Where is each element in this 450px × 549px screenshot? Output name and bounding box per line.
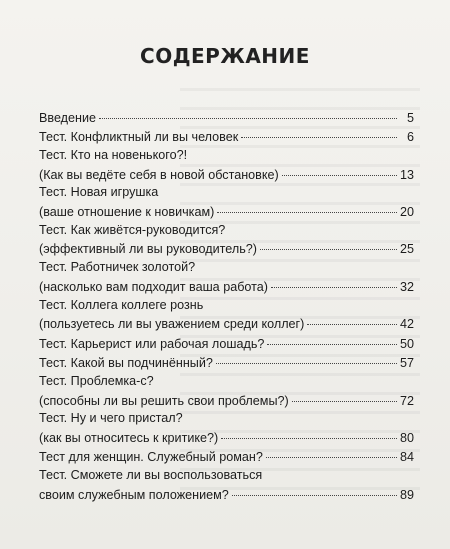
toc-entry-title: (как вы относитесь к критике?) [39,430,219,445]
toc-entry [39,373,414,410]
toc-page-number: 5 [406,110,414,125]
toc-entry-title: Тест. Ну и чего пристал? [39,411,183,426]
dot-leader [232,482,397,496]
toc-entry-last-line [39,165,414,185]
toc-entry-title: Тест. Сможете ли вы воспользоваться [39,468,263,483]
toc-entry-title: Тест. Какой вы подчинённый? [39,356,213,371]
toc-entry [39,259,414,296]
toc-page-number: 6 [406,130,414,145]
toc-entry-title: Тест. Работничек золотой? [39,260,196,275]
toc-entry-last-line [39,354,414,374]
toc-entry-title: Тест. Конфликтный ли вы человек [39,130,239,145]
toc-page-number: 20 [399,204,414,219]
toc-entry-title: Тест. Кто на новенького?! [39,148,188,162]
toc-entry [39,354,414,374]
toc-entry [39,448,414,468]
dot-leader [282,162,397,176]
toc-entry-last-line [39,391,414,411]
toc-entry-title: (ваше отношение к новичкам) [39,204,215,219]
toc-page-number: 72 [399,393,414,408]
toc-page-number: 57 [399,356,414,371]
toc-entry-title: (способны ли вы решить свои проблемы?) [39,393,289,408]
dot-leader [216,351,397,365]
page-title: СОДЕРЖАНИЕ [140,44,310,68]
dot-leader [266,445,397,459]
dot-leader [292,388,397,402]
toc-page-number: 32 [399,279,414,294]
dot-leader [267,331,397,345]
toc-entry-title: (пользуетесь ли вы уважением среди коллег) [39,317,305,332]
toc-entry-title: Введение [39,110,97,125]
toc-entry-title: Тест. Карьерист или рабочая лошадь? [39,336,265,351]
toc-entry-last-line [39,240,414,260]
toc-entry [39,222,414,259]
dot-leader [271,274,397,288]
toc-entry [39,467,414,504]
dot-leader [241,125,397,139]
toc-entry-title: (насколько вам подходит ваша работа) [39,279,268,294]
toc-page-number: 25 [399,242,414,257]
toc-page-number: 84 [399,450,414,465]
toc-entry [39,128,414,148]
toc-entry [39,297,414,334]
toc-page-number: 42 [399,317,414,332]
toc-entry-last-line [39,277,414,297]
toc-entry-title: Тест. Коллега коллеге рознь [39,297,204,312]
toc-entry [39,184,414,221]
toc-entry [39,410,414,447]
dot-leader [217,199,397,213]
toc-entry-title: (эффективный ли вы руководитель?) [39,242,257,257]
toc-entry-title: Тест. Как живётся-руководится? [39,222,226,237]
toc-entry-title: Тест для женщин. Служебный роман? [39,450,263,465]
toc-entry-last-line [39,128,414,148]
toc-page-number: 89 [399,487,414,502]
toc-entry-last-line [39,485,414,505]
dot-leader [99,105,397,119]
toc-page-number: 13 [399,167,414,182]
toc-entry-title: своим служебным положением? [39,487,229,502]
toc-entry-last-line [39,448,414,468]
toc-page-number: 80 [399,430,414,445]
toc-entry-title: (Как вы ведёте себя в новой обстановке) [39,167,279,182]
dot-leader [307,312,397,326]
table-of-contents [39,108,414,505]
toc-entry [39,147,414,184]
dot-leader [260,237,397,251]
toc-entry-title: Тест. Проблемка-с? [39,374,154,389]
toc-entry-title: Тест. Новая игрушка [39,185,159,200]
toc-page-number: 50 [399,336,414,351]
dot-leader [221,425,397,439]
toc-entry-last-line [39,202,414,222]
